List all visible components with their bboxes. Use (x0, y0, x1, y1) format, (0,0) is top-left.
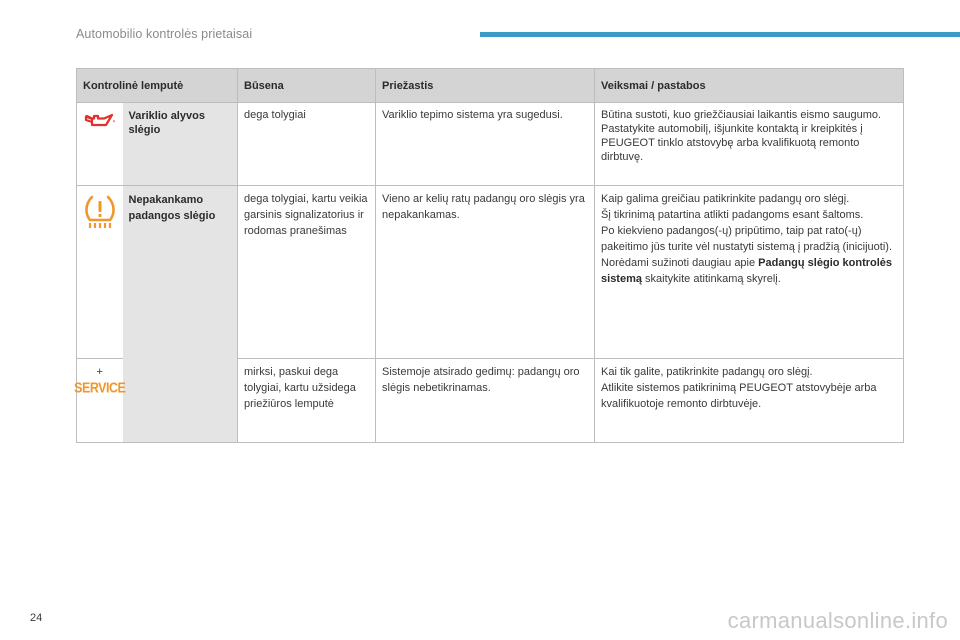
action-line: Atlikite sistemos patikrinimą PEUGEOT atstovybėje arba kvalifikuotoje remonto dirbtuvėje. (601, 382, 877, 410)
cell-icon (74, 359, 126, 443)
column-header-cause: Priežastis (376, 69, 595, 103)
cell-action (595, 186, 904, 359)
plus-sign: + (96, 366, 103, 378)
cell-name: Variklio alyvos slėgio (123, 103, 238, 186)
column-header-indicator: Kontrolinė lemputė (77, 69, 238, 103)
cross-reference-link: Padangų slėgio kontrolės sistemą (601, 257, 893, 285)
cell-action (595, 359, 904, 443)
column-header-action: Veiksmai / pastabos (595, 69, 904, 103)
table-header-row (77, 69, 904, 103)
page-number: 24 (30, 612, 43, 624)
cell-cause: Variklio tepimo sistema yra sugedusi. (376, 103, 595, 186)
table-row-tyre-pressure (77, 186, 904, 359)
cell-cause: Vieno ar kelių ratų padangų oro slėgis yra nepakankamas. (376, 186, 595, 359)
table-row-oil-pressure (77, 103, 904, 186)
service-warning-icon: SERVICE (74, 379, 126, 397)
action-line: Kai tik galite, patikrinkite padangų oro slėgį. (601, 366, 813, 378)
action-line: Norėdami sužinoti daugiau apie Padangų slėgio kontrolės sistemą skaitykite atitinkamą skyrelį. (601, 257, 893, 285)
cell-state: mirksi, paskui dega tolygiai, kartu užsidega priežiūros lemputė (238, 359, 376, 443)
action-line: Kaip galima greičiau patikrinkite padangų oro slėgį. (601, 193, 850, 205)
action-line: Šį tikrinimą patartina atlikti padangoms esant šaltoms. (601, 209, 864, 221)
cell-name: Nepakankamo padangos slėgio (123, 186, 238, 443)
warning-lights-table (76, 68, 904, 443)
column-header-state: Būsena (238, 69, 376, 103)
watermark: carmanualsonline.info (727, 608, 948, 633)
oil-can-icon (83, 111, 117, 129)
tyre-pressure-icon (84, 194, 116, 230)
cell-icon (77, 103, 123, 186)
page-header-title: Automobilio kontrolės prietaisai (76, 27, 253, 41)
header-accent-bar (480, 32, 960, 37)
cell-state: dega tolygiai (238, 103, 376, 186)
cell-action: Būtina sustoti, kuo griežčiausiai laikantis eismo saugumo. Pastatykite automobilį, išjunkite kontaktą ir kreipkitės į PEUGEOT tinklo atstovybę arba kvalifikuotą remonto dirbtuvę. (595, 103, 904, 186)
cell-state: dega tolygiai, kartu veikia garsinis signalizatorius ir rodomas pranešimas (238, 186, 376, 359)
action-line: Po kiekvieno padangos(-ų) pripūtimo, taip pat rato(-ų) pakeitimo jūs turite vėl nustatyti sistemą į pradžią (inicijuoti). (601, 225, 893, 253)
cell-icon (77, 186, 123, 359)
cell-cause: Sistemoje atsirado gedimų: padangų oro slėgis nebetikrinamas. (376, 359, 595, 443)
